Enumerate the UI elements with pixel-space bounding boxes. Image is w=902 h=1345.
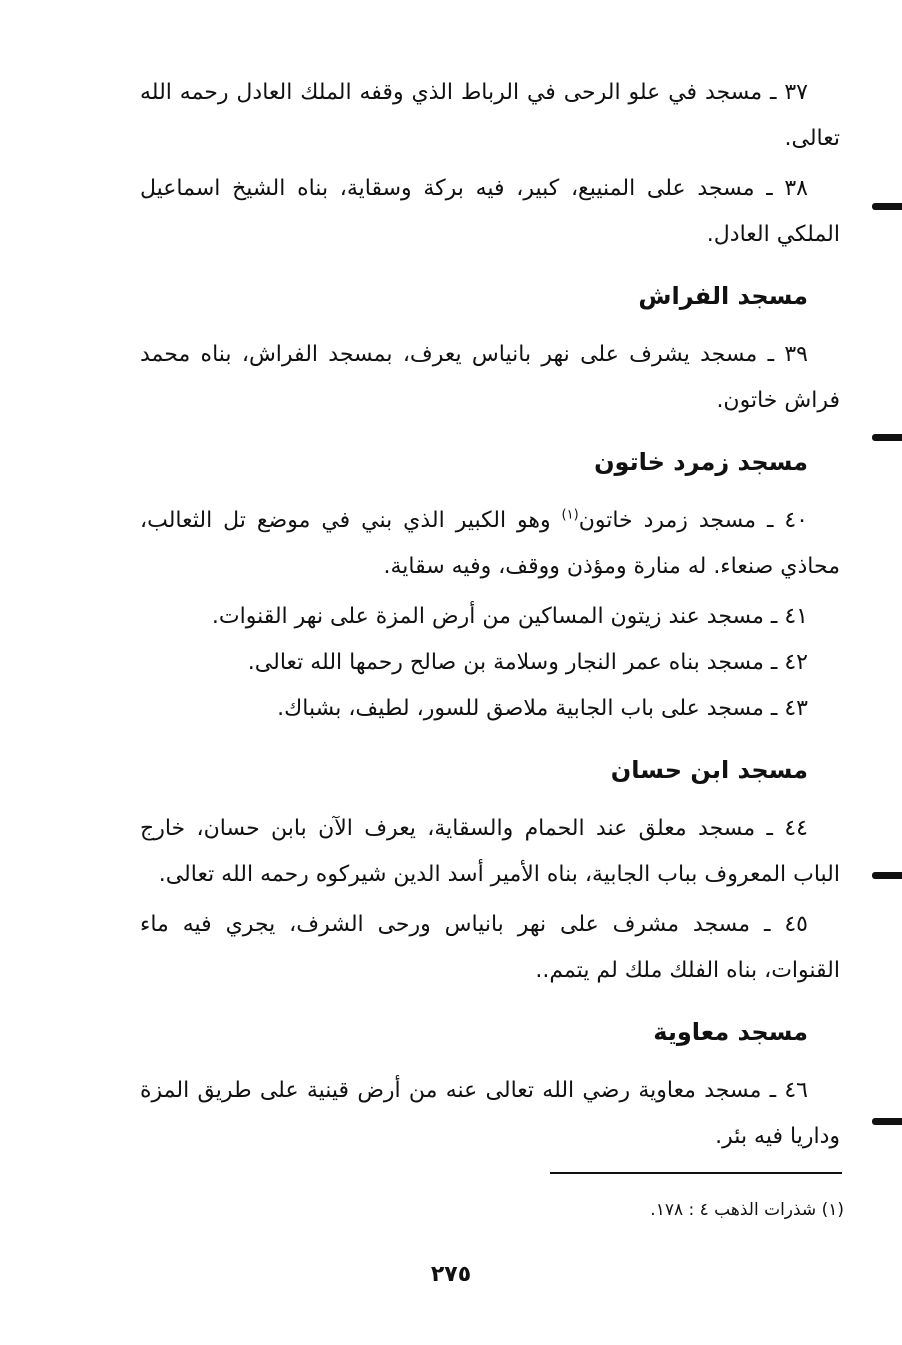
entry-41: ٤١ ـ مسجد عند زيتون المساكين من أرض المزة على نهر القنوات. (211, 604, 808, 629)
entry-38: ٣٨ ـ مسجد على المنيبع، كبير، فيه بركة وسقاية، بناه الشيخ اسماعيل الملكي العادل. (140, 176, 840, 247)
section-heading-muawiya: مسجد معاوية (653, 1018, 808, 1046)
section-heading-zumurrud: مسجد زمرد خاتون (594, 448, 808, 476)
page-number: ٢٧٥ (430, 1262, 472, 1287)
section-heading-ibn-hassan: مسجد ابن حسان (610, 756, 808, 784)
entry-37: ٣٧ ـ مسجد في علو الرحى في الرباط الذي وقفه الملك العادل رحمه الله تعالى. (140, 80, 840, 151)
entry-39: ٣٩ ـ مسجد يشرف على نهر بانياس يعرف، بمسجد الفراش، بناه محمد فراش خاتون. (140, 342, 840, 413)
margin-tab-mark (872, 872, 902, 879)
entry-40-rest: وهو الكبير الذي بني في موضع تل الثعالب، محاذي صنعاء. له منارة ومؤذن ووقف، وفيه سقاية. (140, 508, 840, 579)
section-heading-farrash: مسجد الفراش (638, 282, 808, 310)
margin-tab-mark (872, 434, 902, 441)
page-body (140, 70, 840, 1164)
margin-tab-mark (872, 1118, 902, 1125)
entry-45: ٤٥ ـ مسجد مشرف على نهر بانياس ورحى الشرف، يجري فيه ماء القنوات، بناه الفلك ملك لم يتمم.. (140, 912, 840, 983)
footnote-text: (١) شذرات الذهب ٤ : ١٧٨. (650, 1200, 844, 1220)
entry-44: ٤٤ ـ مسجد معلق عند الحمام والسقاية، يعرف الآن بابن حسان، خارج الباب المعروف بباب الجابية، بناه الأمير أسد الدين شيركوه رحمه الله تعالى. (140, 816, 840, 887)
footnote-marker: (١) (561, 507, 579, 523)
entry-42: ٤٢ ـ مسجد بناه عمر النجار وسلامة بن صالح رحمها الله تعالى. (247, 650, 808, 675)
footnote-divider (550, 1172, 842, 1174)
entry-46: ٤٦ ـ مسجد معاوية رضي الله تعالى عنه من أرض قينية على طريق المزة وداريا فيه بئر. (140, 1078, 840, 1149)
entry-40 (140, 498, 840, 590)
margin-tab-mark (872, 203, 902, 210)
entry-43: ٤٣ ـ مسجد على باب الجابية ملاصق للسور، لطيف، بشباك. (277, 696, 808, 721)
entry-40-start: ٤٠ ـ مسجد زمرد خاتون (578, 508, 808, 533)
